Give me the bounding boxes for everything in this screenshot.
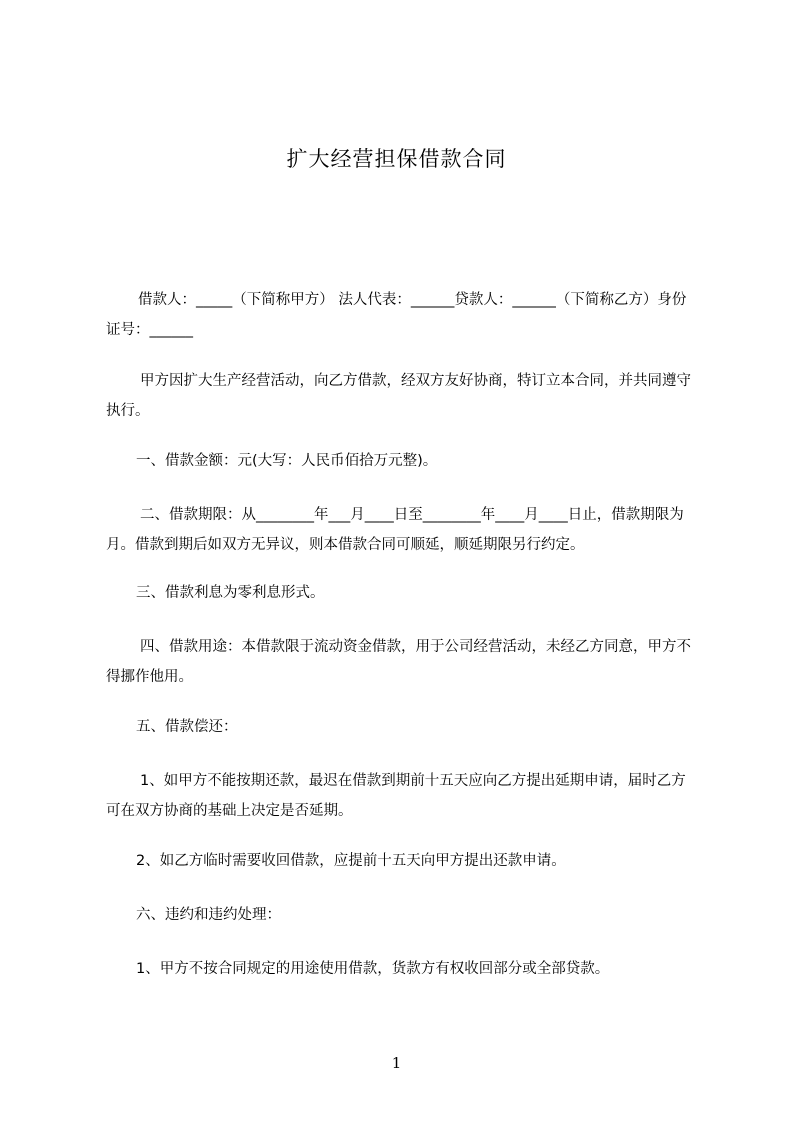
paragraph-parties: 借款人：_____（下简称甲方） 法人代表：______贷款人：______（下简称乙方）身份证号：______ — [106, 292, 687, 338]
page-number: 1 — [391, 1054, 402, 1072]
clause-loan-purpose: 四、借款用途：本借款限于流动资金借款，用于公司经营活动，未经乙方同意，甲方不得挪作他用。 — [106, 639, 691, 685]
clause-loan-term: 二、借款期限：从________年___月____日至________年____月____日止，借款期限为月。借款到期后如双方无异议，则本借款合同可顺延，顺延期限另行约定。 — [106, 507, 684, 553]
document-title: 扩大经营担保借款合同 — [286, 147, 507, 171]
paragraph-preamble: 甲方因扩大生产经营活动，向乙方借款，经双方友好协商，特订立本合同，并共同遵守执行。 — [106, 373, 691, 419]
clause-repayment-item-2: 2、如乙方临时需要收回借款，应提前十五天向甲方提出还款申请。 — [136, 853, 566, 869]
clause-repayment-heading: 五、借款偿还： — [136, 719, 238, 735]
clause-breach-item-1: 1、甲方不按合同规定的用途使用借款，货款方有权收回部分或全部贷款。 — [136, 961, 610, 977]
clause-interest: 三、借款利息为零利息形式。 — [136, 585, 325, 601]
clause-breach-heading: 六、违约和违约处理： — [136, 907, 281, 923]
clause-loan-amount: 一、借款金额：元(大写：人民币佰拾万元整)。 — [136, 453, 438, 469]
clause-repayment-item-1: 1、如甲方不能按期还款，最迟在借款到期前十五天应向乙方提出延期申请，届时乙方可在双方协商的基础上决定是否延期。 — [106, 773, 686, 819]
